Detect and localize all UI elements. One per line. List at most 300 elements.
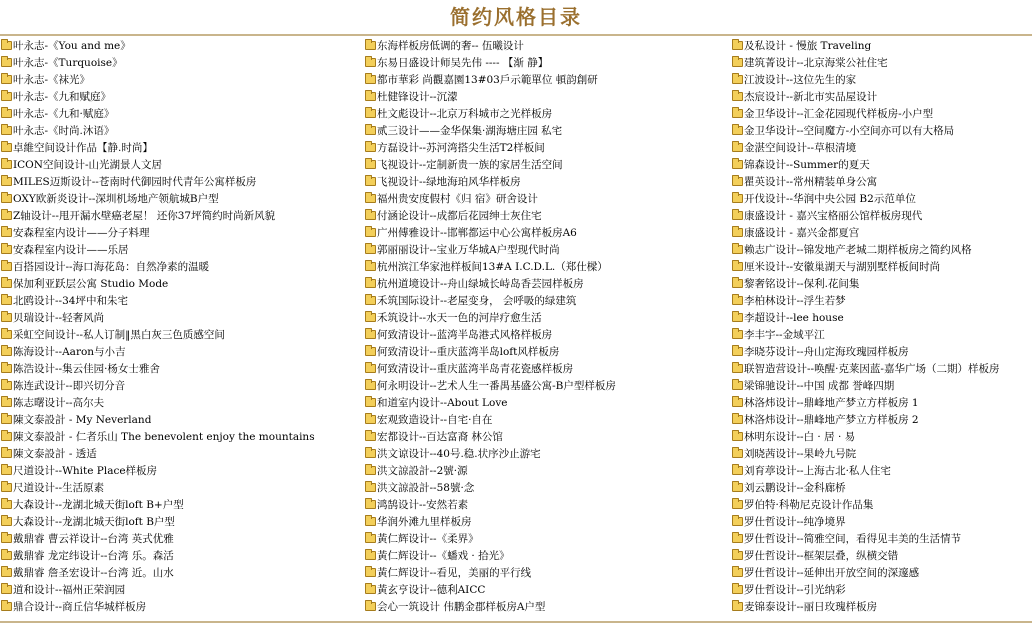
folder-icon (1, 177, 12, 186)
catalog-item-link[interactable] (364, 598, 726, 615)
folder-icon (1, 330, 12, 339)
catalog-item-label: 禾筑国际设计--老屋变身， 会呼吸的绿建筑 (377, 295, 577, 307)
catalog-item-label: 林洛炜设计--鼎峰地产梦立方样板房 1 (744, 397, 919, 409)
catalog-item-label: 飞视设计--绿地海珀风华样板房 (377, 176, 521, 188)
folder-icon (365, 432, 376, 441)
catalog-item-link[interactable] (364, 258, 726, 275)
catalog-item-link[interactable] (731, 496, 1032, 513)
catalog-item-link[interactable] (731, 479, 1032, 496)
folder-icon (365, 602, 376, 611)
catalog-item-link[interactable] (364, 394, 726, 411)
catalog-item-link[interactable] (364, 445, 726, 462)
catalog-item-link[interactable] (0, 275, 358, 292)
folder-icon (732, 585, 743, 594)
folder-icon (365, 381, 376, 390)
catalog-item-link[interactable] (731, 394, 1032, 411)
catalog-item-label: 东易日盛设计师吴先伟 ---- 【渐 静】 (377, 57, 549, 69)
catalog-item-label: 康盛设计 - 嘉兴金都夏宫 (744, 227, 860, 239)
catalog-item-label: 叶永志-《时尚.沐语》 (13, 125, 115, 137)
catalog-item-link[interactable] (731, 343, 1032, 360)
catalog-item-label: 鸿鹄设计--安然若素 (377, 499, 469, 511)
title-divider (0, 34, 1032, 36)
catalog-item-label: 宏观致造设计--自宅·自在 (377, 414, 493, 426)
catalog-item-label: 黃仁辉设计--《柔界》 (377, 533, 479, 545)
folder-icon (1, 279, 12, 288)
catalog-item-label: 叶永志-《九和赋庭》 (13, 91, 112, 103)
catalog-item-label: 陈志曙设计--高尔夫 (13, 397, 105, 409)
folder-icon (1, 194, 12, 203)
catalog-item-label: 厘米设计--安徽巢湖天与湖别墅样板间时尚 (744, 261, 941, 273)
catalog-item-label: 贰三设计——金华保集·湖海塘庄园 私宅 (377, 125, 563, 137)
folder-icon (732, 517, 743, 526)
catalog-item-label: 北鸥设计--34坪中和朱宅 (13, 295, 128, 307)
folder-icon (732, 364, 743, 373)
catalog-item-link[interactable] (0, 292, 358, 309)
folder-icon (365, 92, 376, 101)
catalog-item-label: 何致清设计--重庆蓝湾半岛loft风样板房 (377, 346, 560, 358)
catalog-item-link[interactable] (364, 88, 726, 105)
folder-icon (1, 500, 12, 509)
catalog-item-link[interactable] (0, 462, 358, 479)
catalog-item-link[interactable] (731, 598, 1032, 615)
catalog-item-link[interactable] (0, 139, 358, 156)
catalog-item-link[interactable] (0, 309, 358, 326)
catalog-item-link[interactable] (0, 190, 358, 207)
folder-icon (1, 347, 12, 356)
catalog-item-label: 黃仁辉设计--看见，美丽的平行线 (377, 567, 532, 579)
folder-icon (1, 398, 12, 407)
catalog-item-link[interactable] (0, 241, 358, 258)
catalog-item-link[interactable] (364, 139, 726, 156)
catalog-item-link[interactable] (731, 377, 1032, 394)
catalog-item-link[interactable] (0, 479, 358, 496)
folder-icon (1, 262, 12, 271)
folder-icon (732, 58, 743, 67)
catalog-item-label: 陳文泰設計 - My Neverland (13, 414, 152, 426)
folder-icon (1, 143, 12, 152)
folder-icon (732, 534, 743, 543)
catalog-item-label: ICON空间设计-山光湖景人文居 (13, 159, 163, 171)
catalog-item-label: 金卫华设计--空间魔方-小空间亦可以有大格局 (744, 125, 955, 137)
folder-icon (1, 364, 12, 373)
catalog-item-label: 叶永志-《You and me》 (13, 40, 131, 52)
catalog-item-link[interactable] (731, 428, 1032, 445)
catalog-item-link[interactable] (0, 258, 358, 275)
folder-icon (732, 500, 743, 509)
catalog-item-label: 联智造营设计--唤醒·克莱因蓝-嘉华广场（二期）样板房 (744, 363, 1000, 375)
catalog-item-label: 建筑菁设计--北京海棠公社住宅 (744, 57, 888, 69)
catalog-item-link[interactable] (0, 445, 358, 462)
folder-icon (732, 347, 743, 356)
catalog-item-link[interactable] (731, 309, 1032, 326)
catalog-item-link[interactable] (0, 343, 358, 360)
folder-icon (732, 449, 743, 458)
catalog-item-link[interactable] (0, 581, 358, 598)
folder-icon (732, 126, 743, 135)
catalog-item-label: 杭州道境设计--舟山绿城长峙岛香芸园样板房 (377, 278, 584, 290)
folder-icon (1, 92, 12, 101)
folder-icon (732, 245, 743, 254)
folder-icon (1, 415, 12, 424)
folder-icon (365, 245, 376, 254)
catalog-item-link[interactable] (0, 411, 358, 428)
catalog-item-label: 罗仕哲设计--框架层叠，纵横交错 (744, 550, 899, 562)
catalog-item-link[interactable] (364, 428, 726, 445)
catalog-item-link[interactable] (0, 530, 358, 547)
catalog-item-label: 禾筑设计--水天一色的河岸疗愈生活 (377, 312, 542, 324)
folder-icon (732, 75, 743, 84)
folder-icon (1, 483, 12, 492)
catalog-item-link[interactable] (364, 377, 726, 394)
catalog-item-label: 林明东设计--白 · 居 · 易 (744, 431, 856, 443)
folder-icon (732, 432, 743, 441)
folder-icon (1, 466, 12, 475)
catalog-item-label: 贝瑞设计--轻奢风尚 (13, 312, 105, 324)
folder-icon (1, 58, 12, 67)
catalog-item-label: 郭丽丽设计--宝业万华城A户型现代时尚 (377, 244, 560, 256)
folder-icon (365, 313, 376, 322)
catalog-item-label: 安森程室内设计——乐居 (13, 244, 129, 256)
catalog-item-label: 戴鼎睿 曹云祥设计--台湾 英式优雅 (13, 533, 174, 545)
catalog-item-link[interactable] (0, 105, 358, 122)
catalog-item-link[interactable] (731, 190, 1032, 207)
catalog-item-label: 安森程室内设计——分子料理 (13, 227, 150, 239)
catalog-item-link[interactable] (0, 547, 358, 564)
catalog-item-link[interactable] (364, 122, 726, 139)
folder-icon (732, 551, 743, 560)
folder-icon (1, 75, 12, 84)
catalog-item-link[interactable] (364, 224, 726, 241)
folder-icon (732, 381, 743, 390)
catalog-item-label: 杰宸设计--新北市实品屋设计 (744, 91, 878, 103)
catalog-item-link[interactable] (731, 360, 1032, 377)
catalog-item-label: 方磊设计--苏河湾搭尖生活T2样板间 (377, 142, 545, 154)
folder-icon (1, 585, 12, 594)
catalog-item-link[interactable] (364, 71, 726, 88)
folder-icon (365, 483, 376, 492)
catalog-item-label: 东海样板房低调的奢-- 伍曦设计 (377, 40, 524, 52)
folder-icon (1, 160, 12, 169)
catalog-item-label: 华润外滩九里样板房 (377, 516, 472, 528)
folder-icon (365, 211, 376, 220)
folder-icon (365, 347, 376, 356)
catalog-item-label: 黎奢铭设计--保利.花间集 (744, 278, 860, 290)
catalog-item-link[interactable] (731, 462, 1032, 479)
folder-icon (732, 568, 743, 577)
folder-icon (732, 160, 743, 169)
catalog-item-label: 何致清设计--蓝湾半岛港式风格样板房 (377, 329, 553, 341)
folder-icon (732, 143, 743, 152)
catalog-item-link[interactable] (364, 275, 726, 292)
catalog-item-link[interactable] (0, 360, 358, 377)
catalog-item-link[interactable] (364, 513, 726, 530)
folder-icon (732, 211, 743, 220)
catalog-item-link[interactable] (364, 241, 726, 258)
folder-icon (365, 58, 376, 67)
folder-icon (365, 585, 376, 594)
folder-icon (365, 194, 376, 203)
catalog-item-link[interactable] (0, 156, 358, 173)
catalog-item-link[interactable] (364, 547, 726, 564)
catalog-item-link[interactable] (731, 258, 1032, 275)
catalog-item-link[interactable] (731, 513, 1032, 530)
folder-icon (732, 398, 743, 407)
catalog-item-label: 杜健锋设计--沉濛 (377, 91, 458, 103)
catalog-item-label: 刘晓茜设计--果岭九号院 (744, 448, 857, 460)
catalog-item-label: 罗仕哲设计--延伸出开放空间的深邃感 (744, 567, 920, 579)
catalog-item-label: 会心一筑设计 伟鹏金郡样板房A户型 (377, 601, 546, 613)
catalog-item-label: 李柏林设计--浮生若梦 (744, 295, 846, 307)
folder-icon (365, 228, 376, 237)
catalog-item-label: 罗伯特·科勒尼克设计作品集 (744, 499, 874, 511)
folder-icon (1, 211, 12, 220)
folder-icon (1, 109, 12, 118)
folder-icon (1, 534, 12, 543)
folder-icon (732, 330, 743, 339)
folder-icon (732, 109, 743, 118)
catalog-item-link[interactable] (364, 54, 726, 71)
catalog-item-link[interactable] (0, 428, 358, 445)
catalog-item-link[interactable] (731, 105, 1032, 122)
folder-icon (732, 194, 743, 203)
catalog-item-link[interactable] (731, 88, 1032, 105)
folder-icon (1, 245, 12, 254)
folder-icon (732, 466, 743, 475)
catalog-item-label: 黃仁辉设计--《蟠戏 · 拾光》 (377, 550, 510, 562)
catalog-item-link[interactable] (0, 224, 358, 241)
catalog-item-label: 江波设计--这位先生的家 (744, 74, 857, 86)
catalog-item-label: 罗仕哲设计--简雅空间，看得见丰美的生活情节 (744, 533, 962, 545)
catalog-item-link[interactable] (364, 411, 726, 428)
catalog-item-link[interactable] (364, 105, 726, 122)
catalog-item-link[interactable] (0, 598, 358, 615)
catalog-item-label: 李晓芬设计--舟山定海玫瑰园样板房 (744, 346, 909, 358)
catalog-item-link[interactable] (364, 207, 726, 224)
catalog-item-label: 刘育葶设计--上海古北·私人住宅 (744, 465, 891, 477)
catalog-item-link[interactable] (731, 564, 1032, 581)
catalog-item-label: 宏都设计--百达富裔 林公馆 (377, 431, 503, 443)
catalog-item-link[interactable] (731, 54, 1032, 71)
catalog-item-label: 尺道设计--生活原素 (13, 482, 105, 494)
folder-icon (365, 364, 376, 373)
folder-icon (365, 449, 376, 458)
catalog-item-label: 叶永志-《Turquoise》 (13, 57, 123, 69)
folder-icon (365, 75, 376, 84)
folder-icon (365, 466, 376, 475)
folder-icon (365, 534, 376, 543)
page-title: 简约风格目录 (450, 5, 582, 29)
catalog-item-label: 陈海设计--Aaron与小吉 (13, 346, 126, 358)
catalog-item-link[interactable] (731, 411, 1032, 428)
folder-icon (365, 568, 376, 577)
folder-icon (732, 279, 743, 288)
catalog-item-link[interactable] (731, 547, 1032, 564)
catalog-item-label: 都市華彩 尚觀嘉園13#03戶示範單位 頓韵創研 (377, 74, 598, 86)
catalog-item-label: 付涵论设计--成都后花园绅士灰住宅 (377, 210, 542, 222)
catalog-item-label: 何永明设计--艺术人生一番禺基盛公寓-B户型样板房 (377, 380, 616, 392)
folder-icon (732, 313, 743, 322)
catalog-item-label: 百搭园设计--海口海花岛：自然净素的温暖 (13, 261, 210, 273)
catalog-item-link[interactable] (731, 292, 1032, 309)
catalog-item-link[interactable] (731, 275, 1032, 292)
folder-icon (365, 41, 376, 50)
catalog-item-label: 及私设计 - 慢旅 Traveling (744, 40, 872, 52)
catalog-item-link[interactable] (0, 88, 358, 105)
catalog-item-link[interactable] (0, 71, 358, 88)
catalog-item-label: 广州傅雅设计--邯郸都运中心公寓样板房A6 (377, 227, 577, 239)
catalog-item-link[interactable] (731, 224, 1032, 241)
catalog-item-link[interactable] (731, 37, 1032, 54)
catalog-item-link[interactable] (0, 326, 358, 343)
catalog-item-label: Z轴设计--甩开漏水壁癌老屋！ 还你37坪简约时尚新风貌 (13, 210, 276, 222)
folder-icon (1, 449, 12, 458)
catalog-item-label: 陳文泰設計 - 透适 (13, 448, 97, 460)
catalog-item-link[interactable] (364, 530, 726, 547)
catalog-item-link[interactable] (364, 360, 726, 377)
catalog-item-label: 金湛空间设计--草根清境 (744, 142, 857, 154)
folder-icon (365, 551, 376, 560)
folder-icon (732, 415, 743, 424)
catalog-item-label: 陳文泰設計 - 仁者乐山 The benevolent enjoy the mountains (13, 431, 315, 443)
catalog-item-link[interactable] (0, 394, 358, 411)
catalog-item-link[interactable] (364, 190, 726, 207)
folder-icon (365, 398, 376, 407)
catalog-item-link[interactable] (364, 309, 726, 326)
catalog-item-label: 开伐设计--华润中央公园 B2示范单位 (744, 193, 916, 205)
catalog-item-link[interactable] (0, 564, 358, 581)
catalog-item-link[interactable] (731, 326, 1032, 343)
folder-icon (365, 279, 376, 288)
catalog-item-link[interactable] (0, 513, 358, 530)
catalog-item-link[interactable] (0, 377, 358, 394)
catalog-item-label: 洪文諒設計--2號·源 (377, 465, 468, 477)
folder-icon (732, 262, 743, 271)
catalog-item-label: 林洛炜设计--鼎峰地产梦立方样板房 2 (744, 414, 919, 426)
folder-icon (1, 296, 12, 305)
catalog-item-label: 保加利亚跃层公寓 Studio Mode (13, 278, 169, 290)
catalog-item-label: 福州贵安度假村《归 宿》研舍设计 (377, 193, 538, 205)
folder-icon (365, 262, 376, 271)
catalog-item-link[interactable] (731, 445, 1032, 462)
folder-icon (1, 228, 12, 237)
folder-icon (732, 41, 743, 50)
catalog-item-label: 金卫华设计--汇金花园现代样板房-小户型 (744, 108, 934, 120)
catalog-item-label: MILES迈斯设计--苍南时代御园时代青年公寓样板房 (13, 176, 257, 188)
catalog-item-link[interactable] (731, 71, 1032, 88)
catalog-item-label: 赖志广设计--锦发地产老城二期样板房之简约风格 (744, 244, 972, 256)
catalog-item-label: 罗仕哲设计--引光纳彩 (744, 584, 846, 596)
catalog-item-label: 杭州滨江华家池样板间13#A I.C.D.L.（郑仕樑） (377, 261, 608, 273)
catalog-column-1 (0, 37, 358, 615)
folder-icon (732, 228, 743, 237)
catalog-item-link[interactable] (364, 496, 726, 513)
catalog-item-label: 道和设计--福州正荣润园 (13, 584, 126, 596)
catalog-item-link[interactable] (731, 173, 1032, 190)
catalog-item-label: 麦锦泰设计--丽日玫瑰样板房 (744, 601, 878, 613)
catalog-column-3 (731, 37, 1032, 615)
catalog-item-label: 大森设计--龙湖北城天街loft B+户型 (13, 499, 184, 511)
folder-icon (1, 381, 12, 390)
catalog-item-link[interactable] (364, 173, 726, 190)
catalog-item-link[interactable] (364, 292, 726, 309)
catalog-item-link[interactable] (364, 462, 726, 479)
catalog-item-link[interactable] (731, 207, 1032, 224)
catalog-item-link[interactable] (364, 156, 726, 173)
folder-icon (1, 517, 12, 526)
folder-icon (1, 551, 12, 560)
catalog-item-link[interactable] (364, 37, 726, 54)
catalog-item-label: 戴鼎睿 詹圣宏设计--台湾 近。山水 (13, 567, 174, 579)
folder-icon (1, 432, 12, 441)
catalog-item-label: 陈浩设计--集云佳园·杨女士雅舍 (13, 363, 160, 375)
folder-icon (365, 296, 376, 305)
folder-icon (365, 415, 376, 424)
catalog-item-label: 叶永志-《袜光》 (13, 74, 91, 86)
folder-icon (365, 143, 376, 152)
catalog-item-label: 康盛设计 - 嘉兴宝格丽公馆样板房现代 (744, 210, 923, 222)
folder-icon (1, 602, 12, 611)
catalog-item-label: 梁锦驰设计--中国 成都 誉峰四期 (744, 380, 895, 392)
folder-icon (1, 41, 12, 50)
folder-icon (732, 177, 743, 186)
catalog-column-2 (364, 37, 726, 615)
catalog-item-link[interactable] (731, 156, 1032, 173)
catalog-item-link[interactable] (0, 54, 358, 71)
folder-icon (1, 568, 12, 577)
folder-icon (732, 483, 743, 492)
catalog-item-label: 杜文彪设计--北京万科城市之光样板房 (377, 108, 553, 120)
folder-icon (365, 126, 376, 135)
catalog-item-link[interactable] (0, 207, 358, 224)
catalog-item-link[interactable] (364, 343, 726, 360)
catalog-item-label: 陈连武设计--即兴切分音 (13, 380, 126, 392)
catalog-item-label: 戴鼎睿 龙定纬设计--台湾 乐。森活 (13, 550, 174, 562)
catalog-item-label: 尺道设计--White Place样板房 (13, 465, 158, 477)
catalog-item-label: 鼎合设计--商丘信华城样板房 (13, 601, 147, 613)
catalog-item-link[interactable] (364, 479, 726, 496)
catalog-item-link[interactable] (0, 173, 358, 190)
folder-icon (365, 517, 376, 526)
catalog-item-label: 李丰宇--金域平江 (744, 329, 825, 341)
catalog-item-link[interactable] (731, 241, 1032, 258)
catalog-item-label: 洪文諒設計--58號·念 (377, 482, 475, 494)
catalog-item-label: 刘云鹏设计--金科廊桥 (744, 482, 846, 494)
catalog-item-link[interactable] (0, 37, 358, 54)
catalog-item-link[interactable] (731, 530, 1032, 547)
catalog-item-link[interactable] (364, 564, 726, 581)
folder-icon (365, 160, 376, 169)
catalog-item-link[interactable] (0, 122, 358, 139)
catalog-item-label: 叶永志-《九和·赋庭》 (13, 108, 115, 120)
catalog-item-link[interactable] (731, 139, 1032, 156)
folder-icon (365, 330, 376, 339)
catalog-item-link[interactable] (731, 581, 1032, 598)
catalog-item-link[interactable] (731, 122, 1032, 139)
catalog-item-link[interactable] (0, 496, 358, 513)
folder-icon (732, 296, 743, 305)
folder-icon (365, 109, 376, 118)
catalog-item-label: OXY欧新炎设计--深圳机场地产领航城B户型 (13, 193, 219, 205)
folder-icon (732, 602, 743, 611)
catalog-item-link[interactable] (364, 326, 726, 343)
catalog-item-label: 瞿英设计--常州精装单身公寓 (744, 176, 878, 188)
catalog-item-label: 罗仕哲设计--纯净境界 (744, 516, 846, 528)
folder-icon (365, 500, 376, 509)
catalog-item-label: 卓維空间设计作品【静.时尚】 (13, 142, 153, 154)
catalog-item-label: 锦森设计--Summer的夏天 (744, 159, 870, 171)
catalog-item-link[interactable] (364, 581, 726, 598)
folder-icon (1, 126, 12, 135)
